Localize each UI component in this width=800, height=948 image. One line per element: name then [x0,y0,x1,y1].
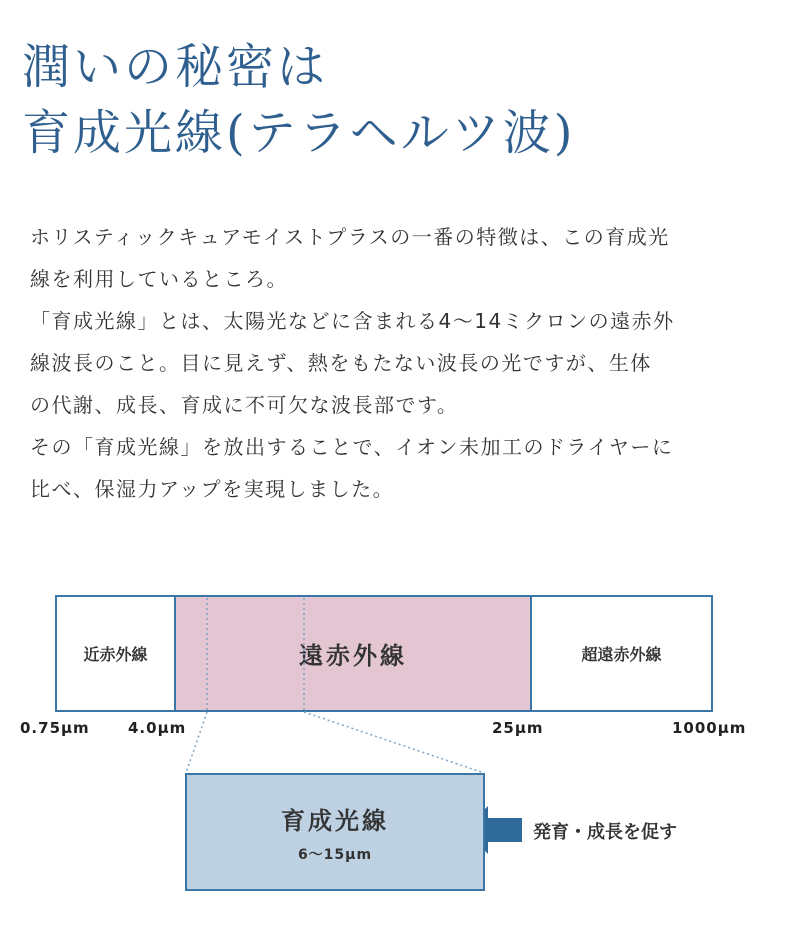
dotted-connector-right [304,712,484,773]
title-line-2: 育成光線(テラヘルツ波) [22,105,576,161]
description-line: その「育成光線」を放出することで、イオン未加工のドライヤーに [30,435,674,459]
ultra-far-infrared-segment: 超遠赤外線 [581,645,662,664]
growth-ray-box [185,773,485,891]
title-line-1: 潤いの秘密は [22,39,329,95]
near-infrared-segment: 近赤外線 [83,645,148,664]
description-line: の代謝、成長、育成に不可欠な波長部です。 [30,393,459,417]
tick-label-0-75: 0.75μm [20,719,90,737]
growth-ray-title: 育成光線 [281,807,389,835]
growth-ray-range: 6～15μm [297,847,373,863]
far-infrared-segment: 遠赤外線 [174,597,532,710]
arrow-label: 発育・成長を促す [533,822,677,843]
description-line: 「育成光線」とは、太陽光などに含まれる4～14ミクロンの遠赤外 [30,309,675,333]
description-line: 線を利用しているところ。 [30,267,288,291]
tick-label-4-0: 4.0μm [128,719,187,737]
description-line: 線波長のこと。目に見えず、熱をもたない波長の光ですが、生体 [30,351,652,375]
description-line: ホリスティックキュアモイストプラスの一番の特徴は、この育成光 [30,225,670,249]
tick-label-1000: 1000μm [672,719,747,737]
tick-label-25: 25μm [492,719,544,737]
dotted-connector-left [186,712,207,773]
description-line: 比べ、保湿力アップを実現しました。 [30,477,395,501]
